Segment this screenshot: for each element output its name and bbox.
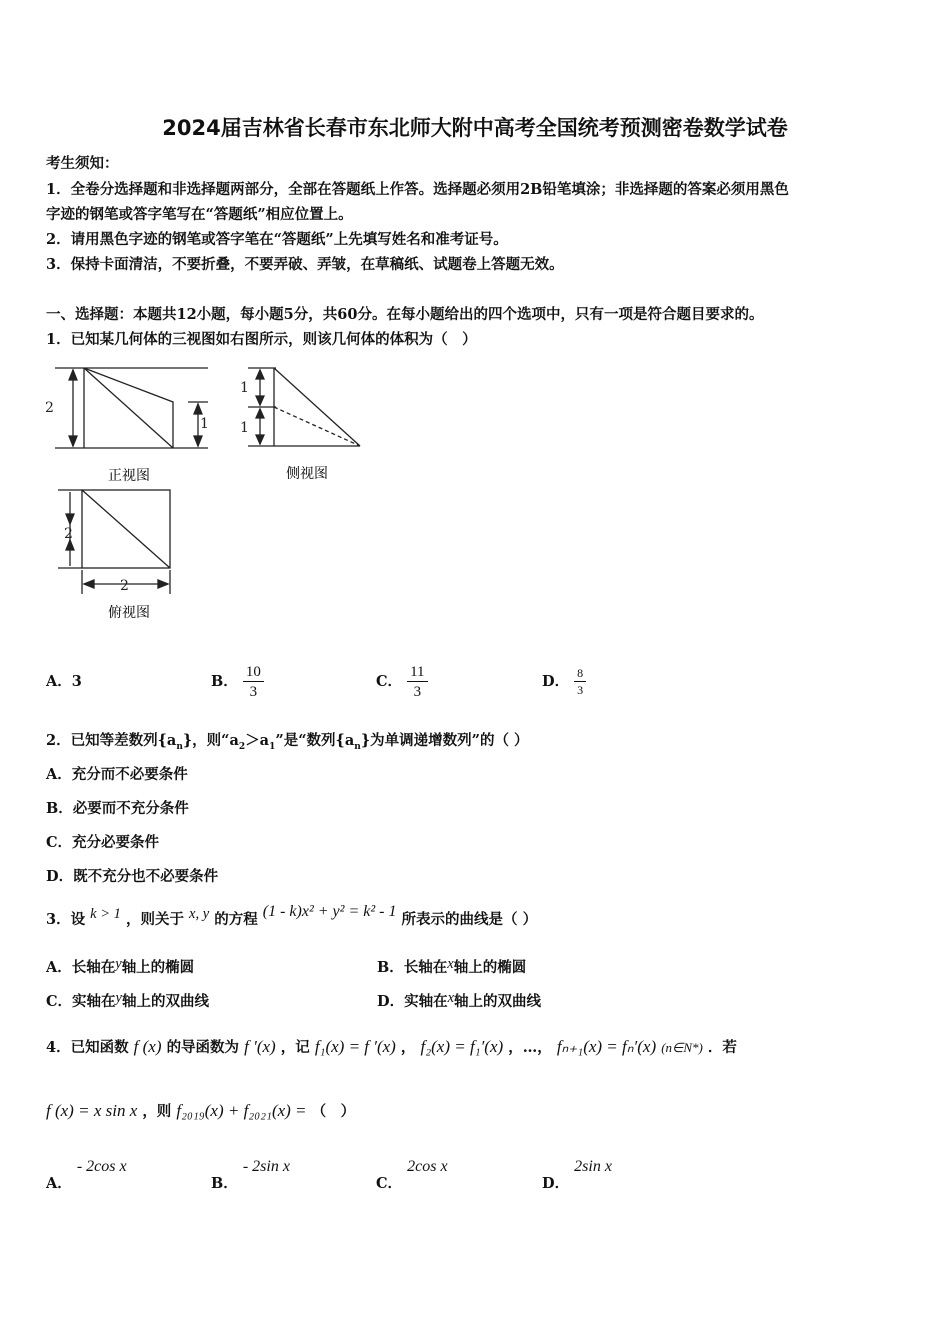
question-2-stem: 2．已知等差数列$\{a_n\}$，则“$a_2>a_1$”是“数列$\{a_n\}$为单调递增数列”的（ ） xyxy=(46,732,529,752)
q4-option-d: D． 2sin x xyxy=(542,1158,612,1192)
side-view xyxy=(248,368,360,446)
page-title: 2024届吉林省长春市东北师大附中高考全国统考预测密卷数学试卷 xyxy=(162,116,788,140)
side-height-label-1: 1 xyxy=(240,380,249,396)
front-height-label: 2 xyxy=(45,400,54,416)
side-height-label-2: 1 xyxy=(240,420,249,436)
q2-option-d: D．既不充分也不必要条件 xyxy=(46,868,219,885)
question-3-stem: 3．设 k > 1 ，则关于 x, y 的方程 (1 - k)x² + y² = k² - 1 所表示的曲线是（ ） xyxy=(46,903,538,928)
notice-item: 3．保持卡面清洁，不要折叠，不要弄破、弄皱，在草稿纸、试题卷上答题无效。 xyxy=(46,256,564,273)
fraction: $\frac{10}{3}$ xyxy=(243,664,264,700)
q3-option-d: D．实轴在x轴上的双曲线 xyxy=(377,990,542,1010)
side-view-label: 侧视图 xyxy=(286,466,328,482)
top-view-label: 俯视图 xyxy=(108,605,150,621)
front-view xyxy=(55,368,208,448)
q1-option-c: C． $\frac{11}{3}$ xyxy=(376,646,428,700)
notice-item: 字迹的钢笔或答字笔写在“答题纸”相应位置上。 xyxy=(46,206,353,223)
front-view-label: 正视图 xyxy=(108,468,150,484)
notice-heading: 考生须知： xyxy=(46,155,119,172)
question-4-given: f (x) = x sin x ，则 f₂₀₁₉(x) + f₂₀₂₁(x) = （ ） xyxy=(46,1101,356,1120)
q2-option-a: A．充分而不必要条件 xyxy=(46,766,188,783)
q2-option-c: C．充分必要条件 xyxy=(46,834,160,851)
notice-item: 1．全卷分选择题和非选择题两部分，全部在答题纸上作答。选择题必须用2B铅笔填涂；非选择题的答案必须用黑色 xyxy=(46,181,789,198)
three-view-figure xyxy=(40,362,380,624)
notice-item: 2．请用黑色字迹的钢笔或答字笔在“答题纸”上先填写姓名和准考证号。 xyxy=(46,231,508,248)
top-height-label: 2 xyxy=(64,526,73,542)
top-width-label: 2 xyxy=(120,578,129,594)
q4-option-b: B． - 2sin x xyxy=(211,1158,290,1192)
q4-option-c: C． 2cos x xyxy=(376,1158,448,1192)
q2-option-b: B．必要而不充分条件 xyxy=(46,800,189,817)
fraction: $\frac{8}{3}$ xyxy=(574,667,586,697)
front-height-label-2: 1 xyxy=(200,416,209,432)
q1-option-a: A．3 xyxy=(46,673,82,690)
q3-option-a: A．长轴在y轴上的椭圆 xyxy=(46,956,195,976)
question-4-stem: 4．已知函数 f (x) 的导函数为 f ′(x) ，记 f₁(x) = f ′(x) ， f₂(x) = f₁′(x) ，…， fₙ₊₁(x) = fₙ′(x) (n∈N*) ．若 xyxy=(46,1037,737,1056)
q4-option-a: A． - 2cos x xyxy=(46,1158,127,1192)
question-1-stem: 1．已知某几何体的三视图如右图所示，则该几何体的体积为（ ） xyxy=(46,331,477,348)
top-view xyxy=(58,490,170,594)
q3-option-b: B．长轴在x轴上的椭圆 xyxy=(377,956,527,976)
q1-option-d: D． $\frac{8}{3}$ xyxy=(542,650,586,697)
fraction: $\frac{11}{3}$ xyxy=(407,664,427,700)
q3-option-c: C．实轴在y轴上的双曲线 xyxy=(46,990,209,1010)
section-heading: 一、选择题：本题共12小题，每小题5分，共60分。在每小题给出的四个选项中，只有一项是符合题目要求的。 xyxy=(46,306,764,323)
q1-option-b: B． $\frac{10}{3}$ xyxy=(211,646,264,700)
